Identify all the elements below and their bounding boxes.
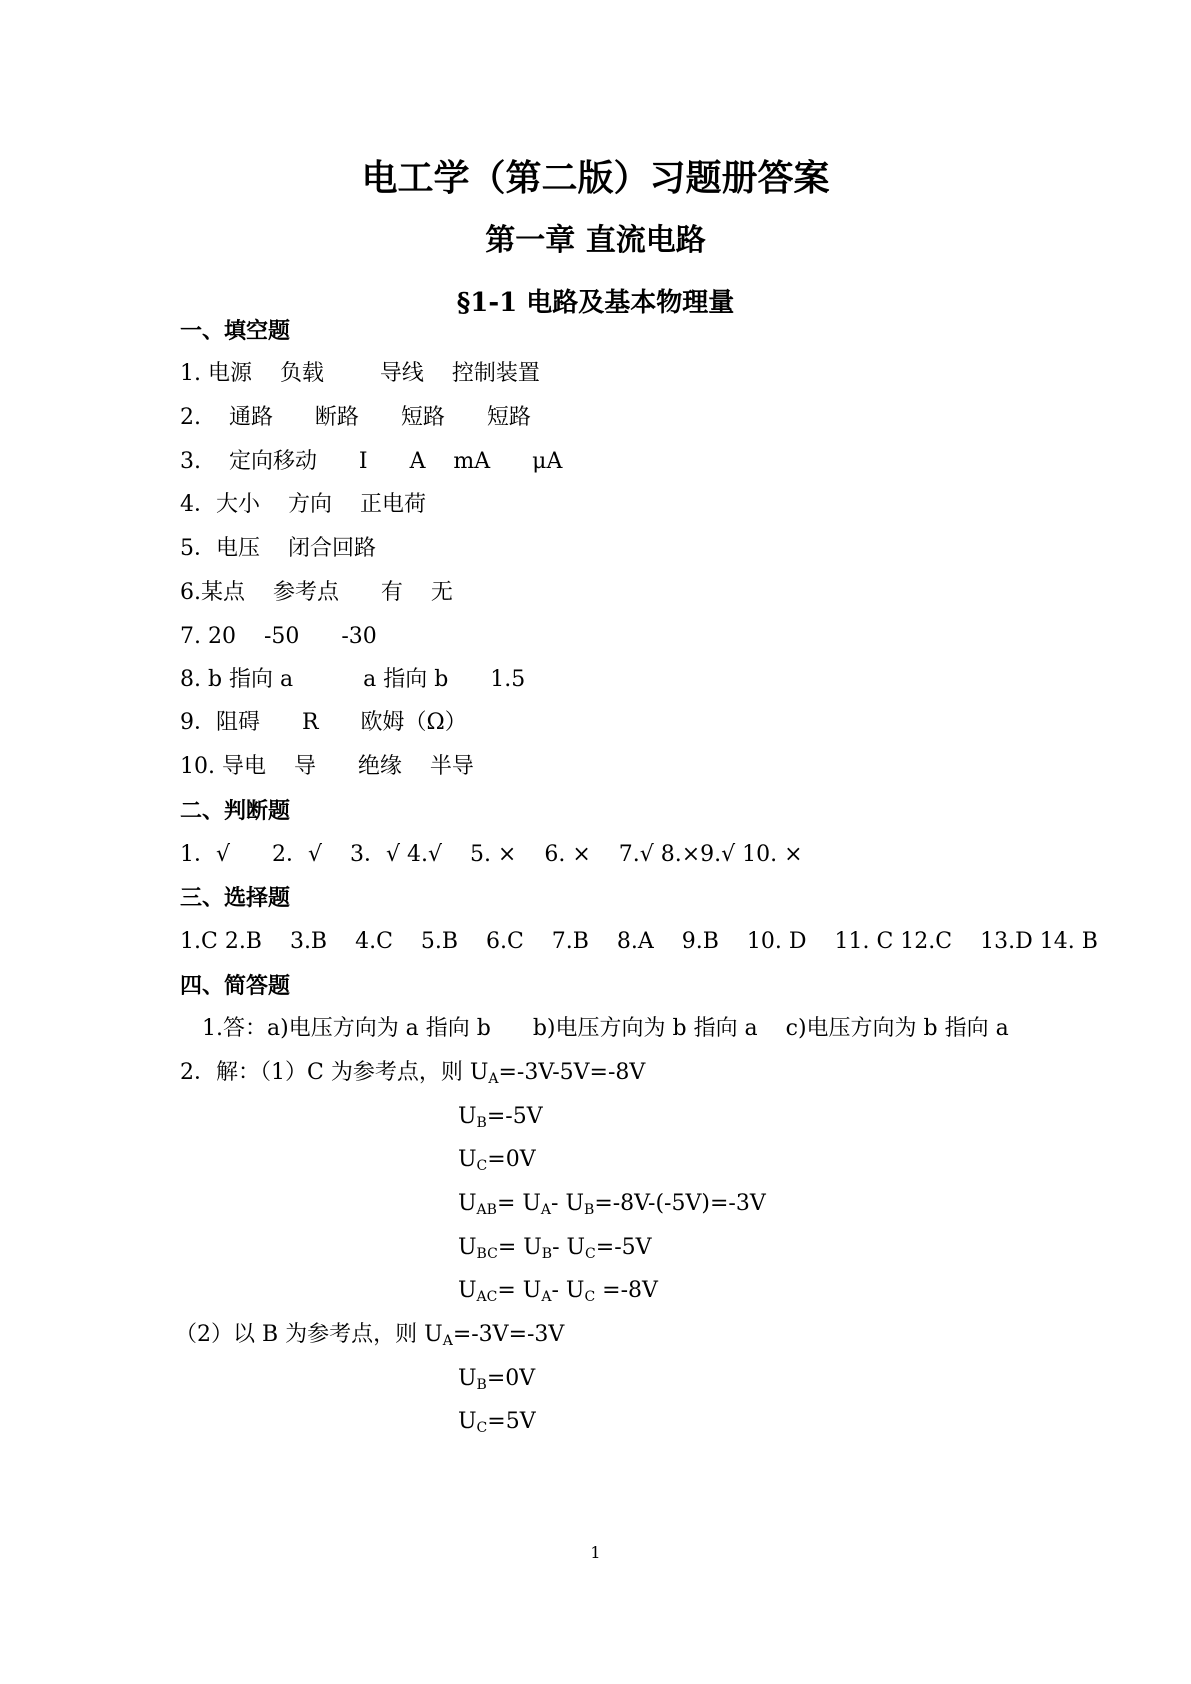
fill-item: 8. b 指向 a a 指向 b 1.5: [180, 667, 526, 692]
section-title: §1-1 电路及基本物理量: [456, 288, 735, 318]
formula-line: $U_B=0V$: [458, 1366, 536, 1393]
short-q2-intro: 2．解：（1）C 为参考点，则 $U_A=-3V-5V=-8V$: [180, 1060, 646, 1087]
formula-line: $U_{AC}= U_A-$ $U_C =-8V$: [458, 1278, 658, 1305]
fill-item: 9．阻碍 R 欧姆（Ω）: [180, 710, 467, 735]
choice-answers: 1.C 2.B 3.B 4.C 5.B 6.C 7.B 8.A 9.B 10. D 11. C 12.C 13.D 14. B: [180, 929, 1098, 954]
fill-item: 7. 20 -50 -30: [180, 624, 377, 649]
choice-heading: 三、选择题: [180, 885, 291, 911]
fill-item: 1. 电源 负载 导线 控制装置: [180, 361, 540, 386]
fill-item: 10. 导电 导 绝缘 半导: [180, 754, 474, 779]
fill-item: 3. 定向移动 I A mA μA: [180, 449, 563, 474]
fill-item: 5．电压 闭合回路: [180, 536, 376, 561]
document-title: 电工学（第二版）习题册答案: [361, 157, 830, 199]
short-q1: 1.答：a)电压方向为 a 指向 b b)电压方向为 b 指向 a c)电压方向为 b 指向 a: [202, 1016, 1009, 1041]
formula-line: $U_{BC}= U_B-$ $U_C=-5V$: [458, 1235, 652, 1262]
fill-item: 6.某点 参考点 有 无: [180, 580, 453, 605]
formula-line: $U_B=-5V$: [458, 1104, 543, 1131]
chapter-title: 第一章 直流电路: [485, 223, 706, 258]
formula-line: $U_C=5V$: [458, 1409, 536, 1436]
short-q2b-intro: （2）以 B 为参考点，则 $U_A=-3V=-3V$: [175, 1322, 565, 1349]
judge-answers: 1．√ 2．√ 3．√ 4.√ 5. × 6. × 7.√ 8.×9.√ 10. ×: [180, 842, 803, 867]
fill-item: 4．大小 方向 正电荷: [180, 492, 426, 517]
judge-heading: 二、判断题: [180, 798, 291, 824]
fill-heading: 一、填空题: [180, 318, 291, 344]
short-heading: 四、简答题: [180, 973, 291, 999]
page-number: 1: [590, 1543, 601, 1562]
fill-item: 2. 通路 断路 短路 短路: [180, 405, 531, 430]
formula-line: $U_C=0V$: [458, 1147, 536, 1174]
formula-line: $U_{AB}= U_A-$ $U_B=-8V-(-5V)=-3V$: [458, 1191, 766, 1218]
